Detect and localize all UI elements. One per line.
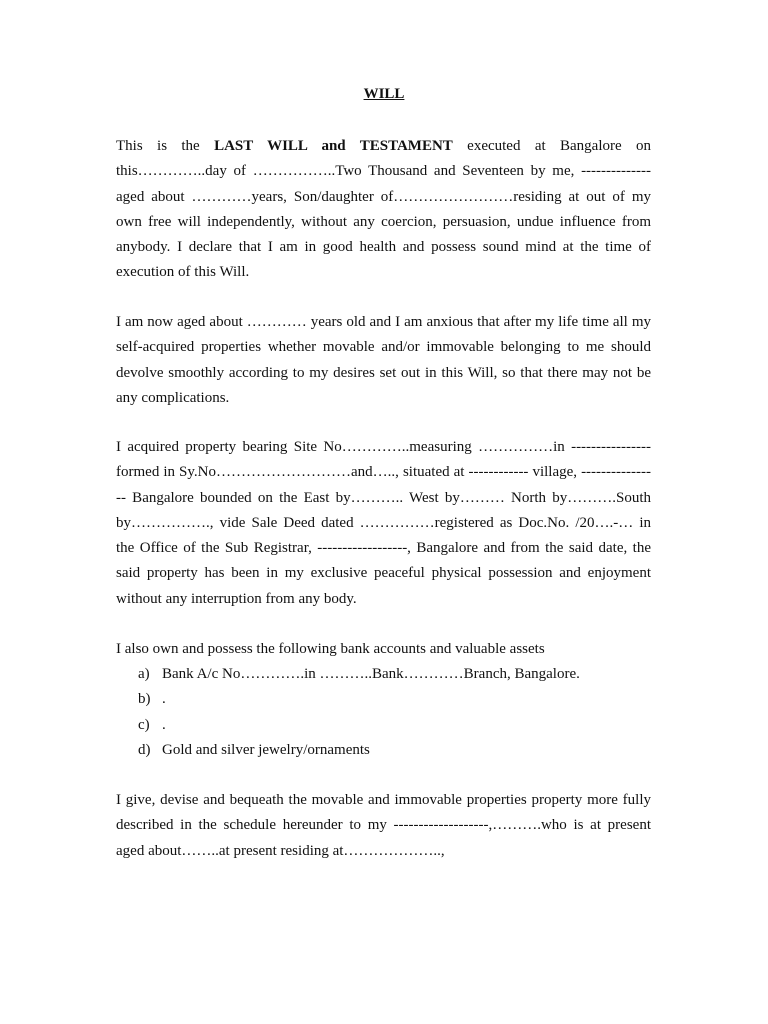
list-item [116,687,651,712]
list-marker: c) [138,716,150,733]
property-paragraph: I acquired property bearing Site No…………..measuring ……………in ---------------- formed in Sy.No………………………and….., situated at ------------ village, ---------------- Bangalore bounded on the East by……….. West by……… North by……….South by……………., vide Sale Deed dated ……………registered as Doc.No. /20….-… in the Office of the Sub Registrar, ------------------, Bangalore and from the said date, the said property has been in my exclusive peaceful physical possession and enjoyment without any interruption from any body. [116,439,651,607]
list-item-text: . [162,716,166,733]
list-item-text: Bank A/c No………….in ………..Bank…………Branch, Bangalore. [162,666,580,682]
age-intent-paragraph: I am now aged about ………… years old and I am anxious that after my life time all my self-acquired properties whether movable and/or immovable belonging to me should devolve smoothly according to my desires set out in this Will, so that there may not be any complications. [116,314,651,406]
list-marker: d) [138,741,151,758]
bequest-paragraph: I give, devise and bequeath the movable and immovable properties property more fully described in the schedule hereunder to my -------------------,……….who is at present aged about……..at present residing at……………….., [116,792,651,859]
list-marker: a) [138,666,150,682]
last-will-heading-text: LAST WILL and TESTAMENT [214,138,453,154]
document-title: WILL [363,86,405,102]
declaration-paragraph [116,134,651,286]
list-item [116,662,651,687]
list-marker: b) [138,691,151,708]
declaration-intro: This is the [116,138,215,154]
list-item-text: Gold and silver jewelry/ornaments [162,741,370,758]
list-item [116,713,651,738]
assets-list [116,662,651,763]
declaration-body: executed at Bangalore on this…………..day of ……………..Two Thousand and Seventeen by me, -------------- aged about …………years, Son/daughter of……………………residing at out of my own free will independently, without any coercion, persuasion, undue influence from anybody. I declare that I am in good health and possess sound mind at the time of execution of this Will. [116,138,652,281]
assets-intro-paragraph: I also own and possess the following bank accounts and valuable assets [116,641,545,657]
list-item [116,738,651,763]
list-item-text: . [162,691,166,708]
